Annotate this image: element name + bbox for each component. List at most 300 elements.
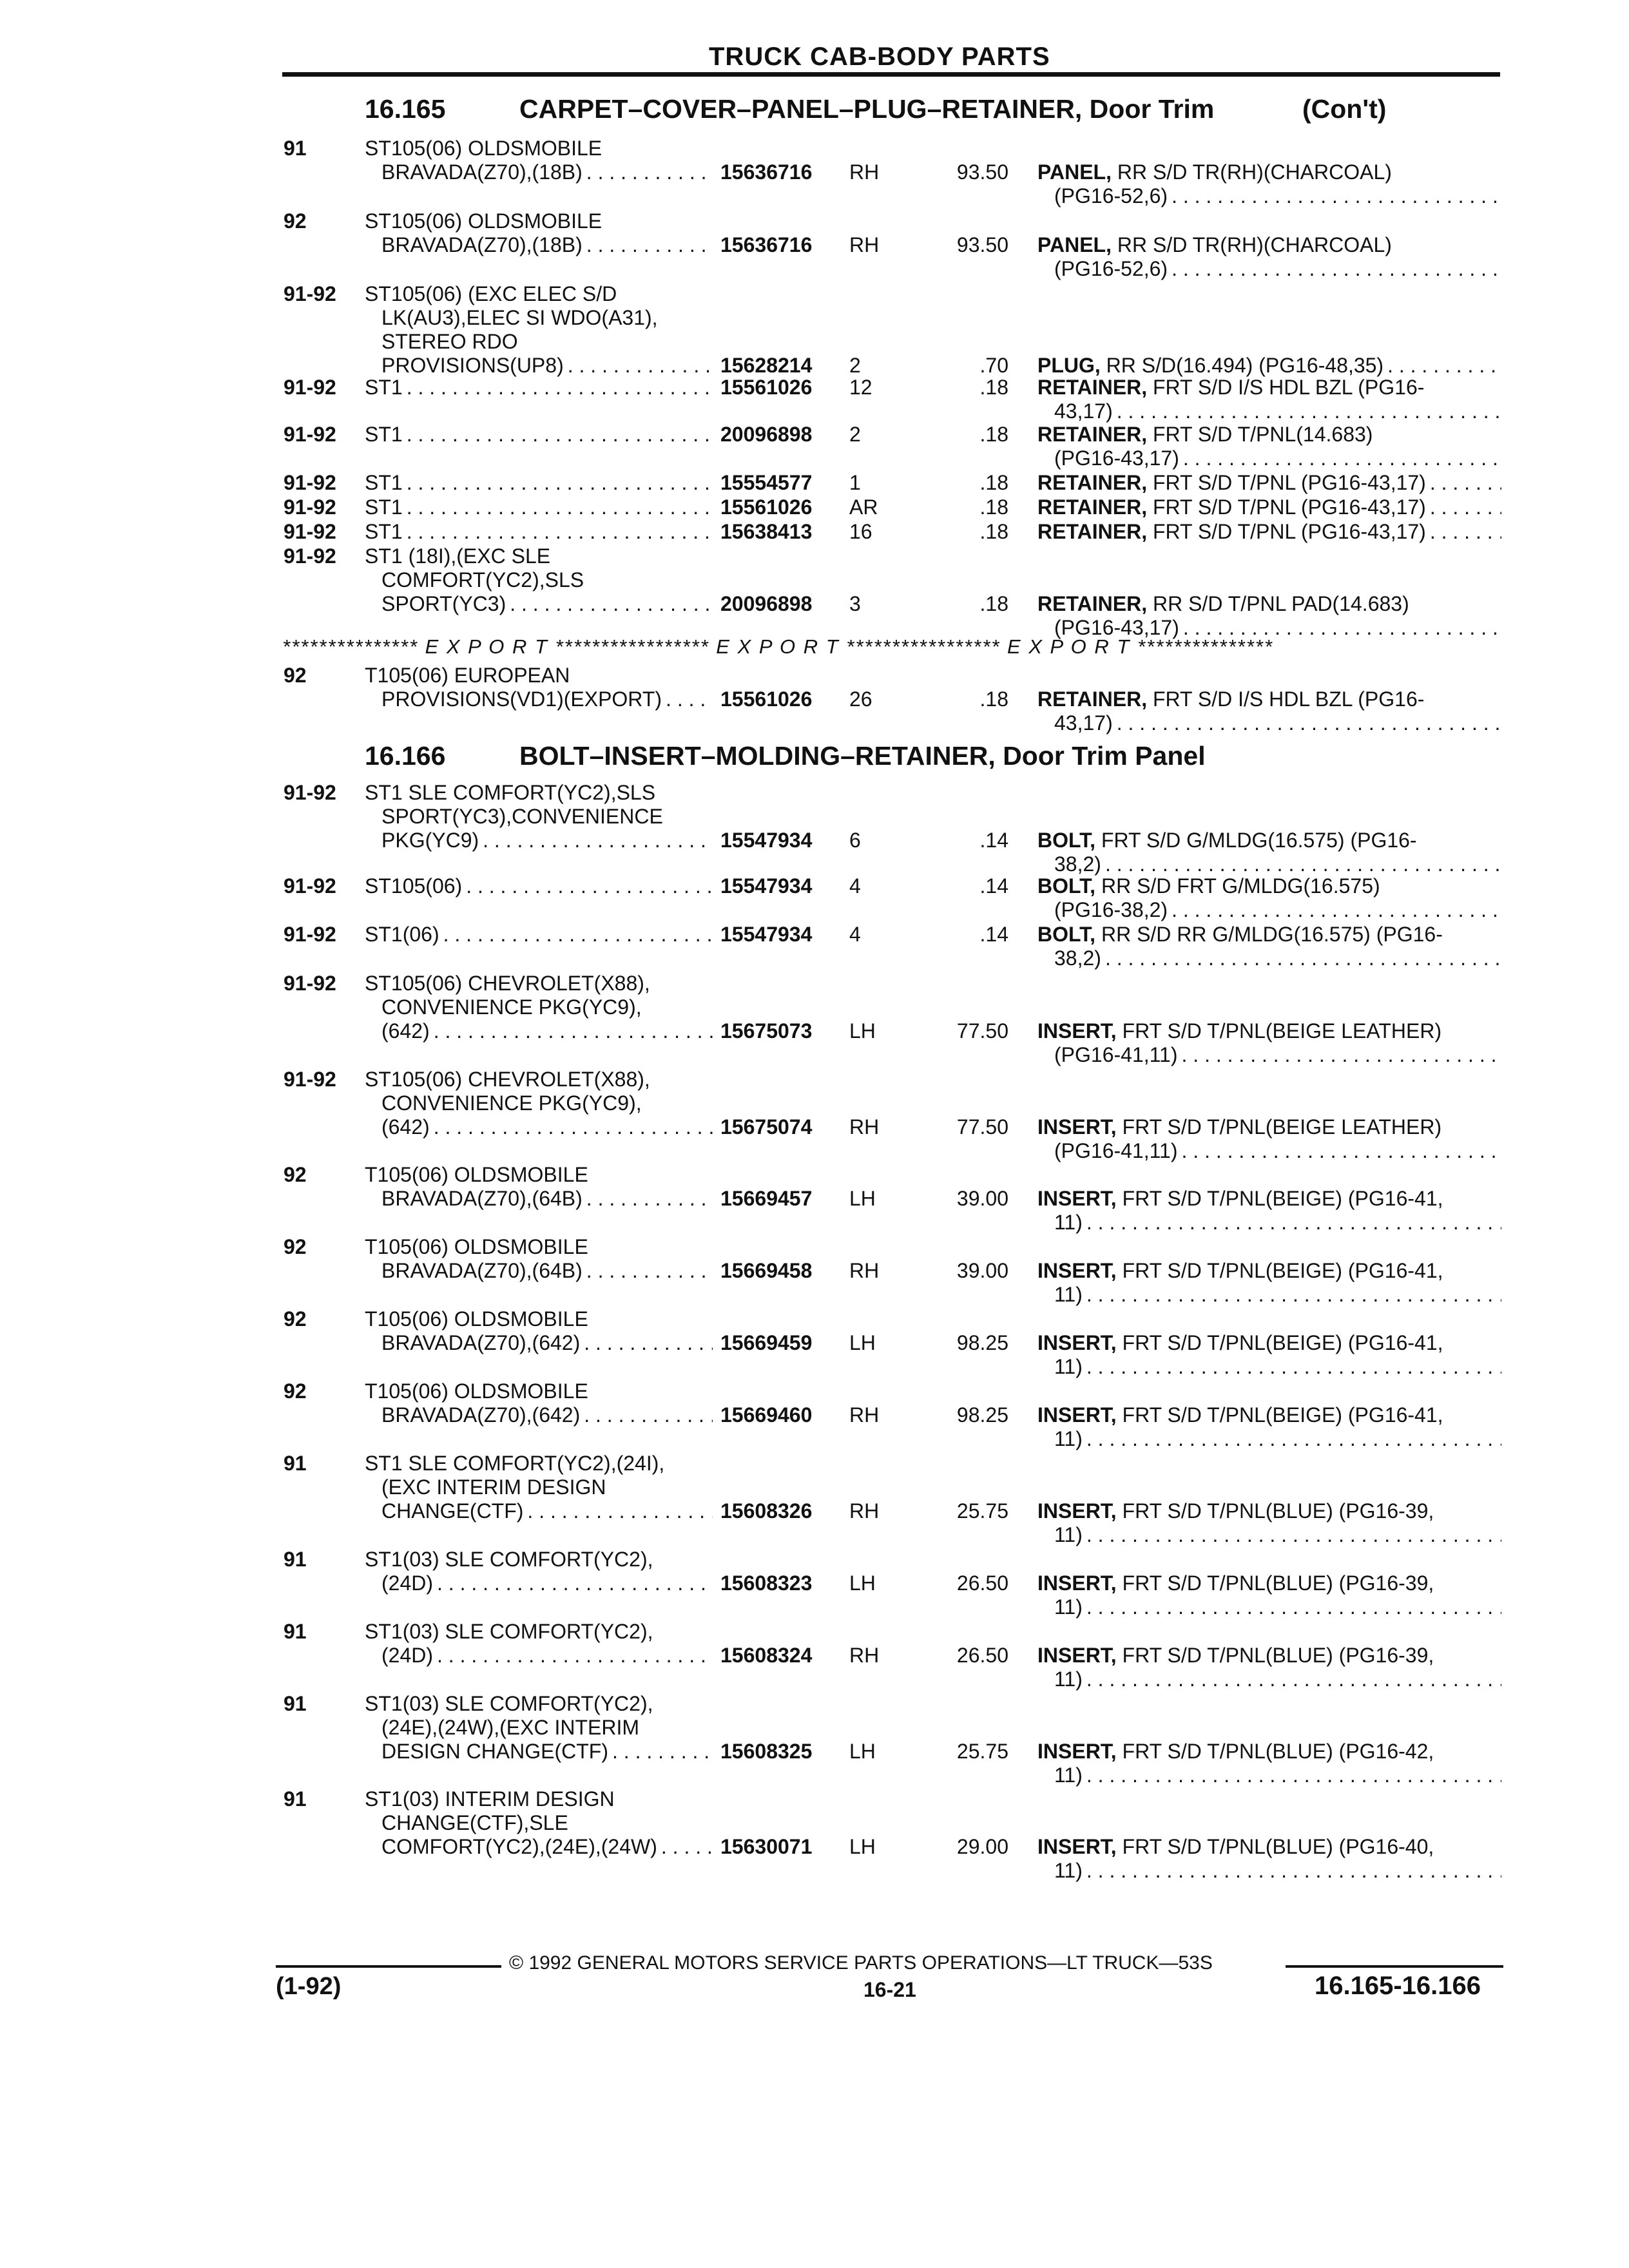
price: 77.50 — [956, 1115, 1008, 1139]
price: .18 — [979, 520, 1008, 543]
price: 39.00 — [956, 1187, 1008, 1210]
part-number: 20096898 — [720, 423, 813, 446]
price: 39.00 — [956, 1259, 1008, 1282]
part-number: 15554577 — [720, 471, 813, 494]
part-name-continuation: 11) . . . — [1037, 1859, 1501, 1883]
part-number: 15608323 — [720, 1571, 813, 1595]
part-name-noun: PANEL, — [1037, 233, 1112, 256]
part-name — [1037, 1403, 1501, 1451]
part-name — [1037, 423, 1501, 470]
quantity: AR — [849, 495, 878, 519]
part-number: 15608326 — [720, 1499, 813, 1523]
model-year: 91-92 — [284, 1068, 336, 1091]
description-line: STEREO RDO — [381, 330, 518, 353]
page-header-title: TRUCK CAB-BODY PARTS — [709, 43, 1050, 71]
part-name — [1037, 874, 1501, 922]
application-description — [365, 1235, 713, 1283]
part-name-line — [1037, 495, 1501, 519]
price: 26.50 — [956, 1571, 1008, 1595]
price: 25.75 — [956, 1740, 1008, 1763]
part-name-noun: INSERT, — [1037, 1331, 1117, 1354]
part-name-continuation: 11) . . . — [1037, 1763, 1501, 1787]
part-name-line — [1037, 874, 1501, 898]
application-description — [365, 1163, 713, 1211]
model-year: 92 — [284, 209, 307, 233]
quantity: RH — [849, 1259, 880, 1282]
section-title-16-166 — [365, 741, 1206, 771]
description-line: ST1 . . . — [365, 423, 713, 447]
section-continued: (Con't) — [1302, 94, 1387, 124]
header-rule — [282, 72, 1500, 77]
part-name-continuation: 11) . . . — [1037, 1427, 1501, 1451]
description-line: T105(06) OLDSMOBILE — [365, 1163, 588, 1186]
part-name-continuation: 38,2) . . . — [1037, 947, 1501, 970]
description-line: CHANGE(CTF),SLE — [381, 1811, 568, 1834]
description-line: SPORT(YC3) . . . — [365, 592, 713, 616]
footer-rule-left — [276, 1965, 501, 1968]
description-line: ST1 . . . — [365, 495, 713, 519]
part-name-noun: PLUG, — [1037, 354, 1101, 377]
quantity: 2 — [849, 423, 861, 446]
description-line: SPORT(YC3),CONVENIENCE — [381, 805, 663, 828]
part-name-detail: FRT S/D I/S HDL BZL (PG16- — [1152, 687, 1425, 711]
part-name-line — [1037, 1115, 1501, 1139]
application-description — [365, 471, 713, 495]
part-name-noun: INSERT, — [1037, 1115, 1117, 1139]
part-name — [1037, 520, 1501, 544]
application-description — [365, 1452, 713, 1523]
price: .18 — [979, 687, 1008, 711]
part-name — [1037, 923, 1501, 970]
model-year: 91-92 — [284, 544, 336, 568]
description-line: ST1(03) INTERIM DESIGN — [365, 1787, 615, 1811]
description-line: (642) . . . — [365, 1115, 713, 1139]
part-name-continuation: (PG16-43,17) . . . — [1037, 447, 1501, 470]
part-name-detail: RR S/D TR(RH)(CHARCOAL) — [1117, 233, 1392, 256]
description-line: ST1(03) SLE COMFORT(YC2), — [365, 1548, 653, 1571]
part-name-noun: RETAINER, — [1037, 592, 1148, 615]
description-line: (24E),(24W),(EXC INTERIM — [381, 1716, 640, 1739]
section-number: 16.165 — [365, 94, 446, 124]
part-name-detail: FRT S/D T/PNL (PG16-43,17) — [1152, 471, 1426, 494]
part-number: 15669458 — [720, 1259, 813, 1282]
price: .18 — [979, 471, 1008, 494]
application-description — [365, 781, 713, 852]
price: .14 — [979, 923, 1008, 946]
price: .14 — [979, 874, 1008, 898]
description-line: (EXC INTERIM DESIGN — [381, 1475, 606, 1499]
description-line: DESIGN CHANGE(CTF) . . . — [365, 1740, 713, 1763]
part-name-detail: FRT S/D T/PNL(BEIGE LEATHER) — [1122, 1115, 1442, 1139]
quantity: RH — [849, 160, 880, 184]
part-name-line — [1037, 1835, 1501, 1859]
description-line: ST1(03) SLE COMFORT(YC2), — [365, 1692, 653, 1715]
part-name-continuation: 11) . . . — [1037, 1523, 1501, 1547]
part-name-continuation: (PG16-52,6) . . . — [1037, 184, 1501, 208]
part-name-line — [1037, 1644, 1501, 1667]
part-name — [1037, 1644, 1501, 1691]
application-description — [365, 209, 713, 257]
part-number: 15669459 — [720, 1331, 813, 1354]
part-name — [1037, 1740, 1501, 1787]
part-number: 15628214 — [720, 354, 813, 377]
part-name-detail: FRT S/D T/PNL(BEIGE LEATHER) — [1122, 1019, 1442, 1043]
description-line: ST1 SLE COMFORT(YC2),(24I), — [365, 1452, 665, 1475]
application-description — [365, 1379, 713, 1427]
part-name-line — [1037, 1187, 1501, 1211]
part-name-line — [1037, 520, 1501, 544]
description-line: BRAVADA(Z70),(18B) . . . — [365, 233, 713, 257]
quantity: LH — [849, 1187, 876, 1210]
part-name-detail: FRT S/D I/S HDL BZL (PG16- — [1152, 376, 1425, 399]
price: .18 — [979, 423, 1008, 446]
part-name — [1037, 1259, 1501, 1307]
part-name-noun: INSERT, — [1037, 1644, 1117, 1667]
part-name — [1037, 354, 1501, 378]
description-line: T105(06) OLDSMOBILE — [365, 1235, 588, 1258]
model-year: 91 — [284, 1787, 307, 1811]
part-name-continuation: (PG16-38,2) . . . — [1037, 898, 1501, 922]
part-name-continuation: 11) . . . — [1037, 1595, 1501, 1619]
footer-date-code: (1-92) — [276, 1973, 342, 2000]
quantity: 26 — [849, 687, 872, 711]
model-year: 92 — [284, 1307, 307, 1331]
model-year: 92 — [284, 664, 307, 687]
part-name — [1037, 1331, 1501, 1379]
price: .18 — [979, 592, 1008, 615]
description-line: ST105(06) CHEVROLET(X88), — [365, 972, 650, 995]
part-name — [1037, 471, 1501, 495]
part-name-detail: FRT S/D T/PNL(BLUE) (PG16-42, — [1122, 1740, 1434, 1763]
part-number: 15636716 — [720, 160, 813, 184]
description-line: ST105(06) CHEVROLET(X88), — [365, 1068, 650, 1091]
part-name-detail: FRT S/D T/PNL(BEIGE) (PG16-41, — [1122, 1403, 1443, 1427]
price: 25.75 — [956, 1499, 1008, 1523]
quantity: LH — [849, 1019, 876, 1043]
part-name-detail: FRT S/D T/PNL(BEIGE) (PG16-41, — [1122, 1331, 1443, 1354]
part-number: 15608325 — [720, 1740, 813, 1763]
part-name-continuation: 11) . . . — [1037, 1211, 1501, 1235]
description-line: (642) . . . — [365, 1019, 713, 1043]
application-description — [365, 1620, 713, 1667]
price: 93.50 — [956, 160, 1008, 184]
part-name — [1037, 687, 1501, 735]
part-number: 15561026 — [720, 495, 813, 519]
part-name-line — [1037, 687, 1501, 711]
description-line: ST105(06) OLDSMOBILE — [365, 137, 602, 160]
application-description — [365, 664, 713, 711]
description-line: ST1 (18I),(EXC SLE — [365, 544, 551, 568]
part-name-noun: INSERT, — [1037, 1835, 1117, 1858]
part-name-continuation: 11) . . . — [1037, 1667, 1501, 1691]
description-line: CHANGE(CTF) . . . — [365, 1499, 713, 1523]
description-line: COMFORT(YC2),SLS — [381, 568, 584, 591]
quantity: 6 — [849, 829, 861, 852]
part-name-detail: RR S/D FRT G/MLDG(16.575) — [1101, 874, 1380, 898]
part-name-line — [1037, 1740, 1501, 1763]
part-number: 15669457 — [720, 1187, 813, 1210]
model-year: 91-92 — [284, 495, 336, 519]
footer-rule-right — [1286, 1965, 1503, 1968]
model-year: 91-92 — [284, 874, 336, 898]
quantity: 4 — [849, 923, 861, 946]
part-number: 15608324 — [720, 1644, 813, 1667]
part-number: 15638413 — [720, 520, 813, 543]
application-description — [365, 1692, 713, 1763]
part-name-detail: RR S/D T/PNL PAD(14.683) — [1152, 592, 1409, 615]
part-name — [1037, 160, 1501, 208]
part-name-noun: BOLT, — [1037, 874, 1096, 898]
part-name-noun: RETAINER, — [1037, 520, 1148, 543]
application-description — [365, 520, 713, 544]
part-name — [1037, 592, 1501, 640]
quantity: RH — [849, 1115, 880, 1139]
quantity: RH — [849, 1499, 880, 1523]
model-year: 91 — [284, 1452, 307, 1475]
description-line: BRAVADA(Z70),(642) . . . — [365, 1331, 713, 1355]
part-name-continuation: (PG16-41,11) . . . — [1037, 1043, 1501, 1067]
model-year: 91 — [284, 1620, 307, 1643]
application-description — [365, 495, 713, 519]
application-description — [365, 137, 713, 184]
application-description — [365, 923, 713, 947]
description-line: CONVENIENCE PKG(YC9), — [381, 995, 642, 1019]
model-year: 91-92 — [284, 972, 336, 995]
price: 98.25 — [956, 1403, 1008, 1427]
model-year: 92 — [284, 1163, 307, 1186]
export-banner: *************** E X P O R T ***************** E X P O R T ***************** E X P O R T *************** — [282, 635, 1273, 658]
application-description — [365, 423, 713, 447]
part-number: 15547934 — [720, 923, 813, 946]
part-number: 20096898 — [720, 592, 813, 615]
description-line: T105(06) OLDSMOBILE — [365, 1307, 588, 1331]
part-name-continuation: 43,17) . . . — [1037, 399, 1501, 423]
price: 26.50 — [956, 1644, 1008, 1667]
part-name-noun: INSERT, — [1037, 1259, 1117, 1282]
part-name-detail: FRT S/D T/PNL (PG16-43,17) — [1152, 520, 1426, 543]
model-year: 91-92 — [284, 282, 336, 305]
quantity: 4 — [849, 874, 861, 898]
description-line: COMFORT(YC2),(24E),(24W) . . . — [365, 1835, 713, 1859]
description-line: (24D) . . . — [365, 1571, 713, 1595]
model-year: 91-92 — [284, 471, 336, 494]
application-description — [365, 1548, 713, 1595]
part-name-detail: RR S/D RR G/MLDG(16.575) (PG16- — [1101, 923, 1443, 946]
part-name-detail: FRT S/D T/PNL(BEIGE) (PG16-41, — [1122, 1259, 1443, 1282]
part-name — [1037, 1835, 1501, 1883]
part-name-detail: FRT S/D T/PNL(BLUE) (PG16-39, — [1122, 1499, 1434, 1523]
part-name-detail: FRT S/D G/MLDG(16.575) (PG16- — [1101, 829, 1417, 852]
part-name-noun: INSERT, — [1037, 1740, 1117, 1763]
description-line: ST1 . . . — [365, 376, 713, 399]
part-name-continuation: (PG16-43,17) . . . — [1037, 616, 1501, 640]
part-name-noun: INSERT, — [1037, 1499, 1117, 1523]
part-name-noun: INSERT, — [1037, 1187, 1117, 1210]
part-name-continuation: 11) . . . — [1037, 1355, 1501, 1379]
application-description — [365, 544, 713, 616]
application-description — [365, 282, 713, 378]
part-number: 15547934 — [720, 874, 813, 898]
part-name-line — [1037, 1403, 1501, 1427]
description-line: T105(06) EUROPEAN — [365, 664, 570, 687]
part-name-line — [1037, 923, 1501, 947]
model-year: 91 — [284, 137, 307, 160]
quantity: LH — [849, 1331, 876, 1354]
footer-page-number: 16-21 — [863, 1978, 916, 2001]
part-name-line — [1037, 471, 1501, 495]
model-year: 91-92 — [284, 423, 336, 446]
part-name-continuation: (PG16-41,11) . . . — [1037, 1139, 1501, 1163]
description-line: CONVENIENCE PKG(YC9), — [381, 1091, 642, 1115]
part-name-continuation: 11) . . . — [1037, 1283, 1501, 1307]
part-name-noun: PANEL, — [1037, 160, 1112, 184]
part-name-line — [1037, 1571, 1501, 1595]
part-name-continuation: (PG16-52,6) . . . — [1037, 257, 1501, 281]
part-name-noun: RETAINER, — [1037, 423, 1148, 446]
part-name-noun: INSERT, — [1037, 1019, 1117, 1043]
application-description — [365, 1068, 713, 1139]
part-number: 15669460 — [720, 1403, 813, 1427]
price: .70 — [979, 354, 1008, 377]
description-line: ST1(03) SLE COMFORT(YC2), — [365, 1620, 653, 1643]
description-line: PROVISIONS(UP8) . . . — [365, 354, 713, 378]
part-name-detail: RR S/D(16.494) (PG16-48,35) — [1106, 354, 1384, 377]
price: .18 — [979, 495, 1008, 519]
description-line: PKG(YC9) . . . — [365, 829, 713, 852]
description-line: ST105(06) (EXC ELEC S/D — [365, 282, 617, 305]
description-line: LK(AU3),ELEC SI WDO(A31), — [381, 306, 658, 329]
quantity: 12 — [849, 376, 872, 399]
part-name — [1037, 1571, 1501, 1619]
application-description — [365, 972, 713, 1043]
part-name-line — [1037, 1331, 1501, 1355]
part-name-noun: RETAINER, — [1037, 687, 1148, 711]
part-name — [1037, 829, 1501, 876]
part-name-detail: RR S/D TR(RH)(CHARCOAL) — [1117, 160, 1392, 184]
part-name-continuation: 43,17) . . . — [1037, 711, 1501, 735]
application-description — [365, 1787, 713, 1859]
part-name-line — [1037, 160, 1501, 184]
section-heading: CARPET–COVER–PANEL–PLUG–RETAINER, Door Trim — [519, 94, 1215, 124]
quantity: RH — [849, 1644, 880, 1667]
part-name — [1037, 1187, 1501, 1235]
price: 29.00 — [956, 1835, 1008, 1858]
part-name-noun: INSERT, — [1037, 1403, 1117, 1427]
description-line: (24D) . . . — [365, 1644, 713, 1667]
part-name-detail: FRT S/D T/PNL(BLUE) (PG16-39, — [1122, 1644, 1434, 1667]
section-title-16-165 — [365, 94, 1387, 124]
price: 93.50 — [956, 233, 1008, 256]
part-name-detail: FRT S/D T/PNL (PG16-43,17) — [1152, 495, 1426, 519]
part-name-noun: RETAINER, — [1037, 471, 1148, 494]
description-line: ST1(06) . . . — [365, 923, 713, 947]
footer-section-range: 16.165-16.166 — [1315, 1972, 1481, 2000]
quantity: RH — [849, 233, 880, 256]
section-heading: BOLT–INSERT–MOLDING–RETAINER, Door Trim Panel — [519, 741, 1206, 771]
part-name-detail: FRT S/D T/PNL(BLUE) (PG16-39, — [1122, 1571, 1434, 1595]
description-line: BRAVADA(Z70),(64B) . . . — [365, 1259, 713, 1283]
part-name — [1037, 233, 1501, 281]
price: 98.25 — [956, 1331, 1008, 1354]
quantity: LH — [849, 1835, 876, 1858]
description-line: T105(06) OLDSMOBILE — [365, 1379, 588, 1403]
quantity: 1 — [849, 471, 861, 494]
quantity: 16 — [849, 520, 872, 543]
description-line: ST1 SLE COMFORT(YC2),SLS — [365, 781, 656, 804]
application-description — [365, 874, 713, 898]
model-year: 91-92 — [284, 520, 336, 543]
part-name-line — [1037, 1259, 1501, 1283]
description-line: BRAVADA(Z70),(64B) . . . — [365, 1187, 713, 1211]
quantity: LH — [849, 1571, 876, 1595]
part-number: 15547934 — [720, 829, 813, 852]
quantity: 3 — [849, 592, 861, 615]
part-name-line — [1037, 592, 1501, 616]
description-line: BRAVADA(Z70),(642) . . . — [365, 1403, 713, 1427]
description-line: ST1 . . . — [365, 520, 713, 544]
part-number: 15636716 — [720, 233, 813, 256]
application-description — [365, 1307, 713, 1355]
part-number: 15675073 — [720, 1019, 813, 1043]
part-number: 15561026 — [720, 687, 813, 711]
part-number: 15630071 — [720, 1835, 813, 1858]
quantity: LH — [849, 1740, 876, 1763]
quantity: RH — [849, 1403, 880, 1427]
part-number: 15561026 — [720, 376, 813, 399]
model-year: 92 — [284, 1379, 307, 1403]
model-year: 91-92 — [284, 376, 336, 399]
part-name-detail: FRT S/D T/PNL(14.683) — [1152, 423, 1373, 446]
part-name — [1037, 1499, 1501, 1547]
part-name-detail: FRT S/D T/PNL(BLUE) (PG16-40, — [1122, 1835, 1434, 1858]
model-year: 91 — [284, 1692, 307, 1715]
description-line: ST105(06) OLDSMOBILE — [365, 209, 602, 233]
part-name-noun: INSERT, — [1037, 1571, 1117, 1595]
description-line: ST105(06) . . . — [365, 874, 713, 898]
part-name-line — [1037, 423, 1501, 447]
part-name — [1037, 1019, 1501, 1067]
price: .18 — [979, 376, 1008, 399]
section-number: 16.166 — [365, 741, 446, 771]
part-name-detail: FRT S/D T/PNL(BEIGE) (PG16-41, — [1122, 1187, 1443, 1210]
application-description — [365, 376, 713, 399]
part-name — [1037, 376, 1501, 423]
part-name-line — [1037, 1499, 1501, 1523]
part-name — [1037, 495, 1501, 519]
part-name-continuation: 38,2) . . . — [1037, 852, 1501, 876]
model-year: 91-92 — [284, 923, 336, 946]
part-number: 15675074 — [720, 1115, 813, 1139]
model-year: 92 — [284, 1235, 307, 1258]
footer-copyright: © 1992 GENERAL MOTORS SERVICE PARTS OPERATIONS—LT TRUCK—53S — [509, 1952, 1213, 1974]
description-line: BRAVADA(Z70),(18B) . . . — [365, 160, 713, 184]
part-name-line — [1037, 354, 1501, 378]
price: 77.50 — [956, 1019, 1008, 1043]
part-name-noun: BOLT, — [1037, 923, 1096, 946]
price: .14 — [979, 829, 1008, 852]
model-year: 91-92 — [284, 781, 336, 804]
model-year: 91 — [284, 1548, 307, 1571]
description-line: ST1 . . . — [365, 471, 713, 495]
part-name-line — [1037, 376, 1501, 399]
description-line: PROVISIONS(VD1)(EXPORT) . . . — [365, 687, 713, 711]
part-name-line — [1037, 829, 1501, 852]
part-name-line — [1037, 1019, 1501, 1043]
part-name-noun: RETAINER, — [1037, 376, 1148, 399]
part-name-noun: BOLT, — [1037, 829, 1096, 852]
part-name-noun: RETAINER, — [1037, 495, 1148, 519]
quantity: 2 — [849, 354, 861, 377]
